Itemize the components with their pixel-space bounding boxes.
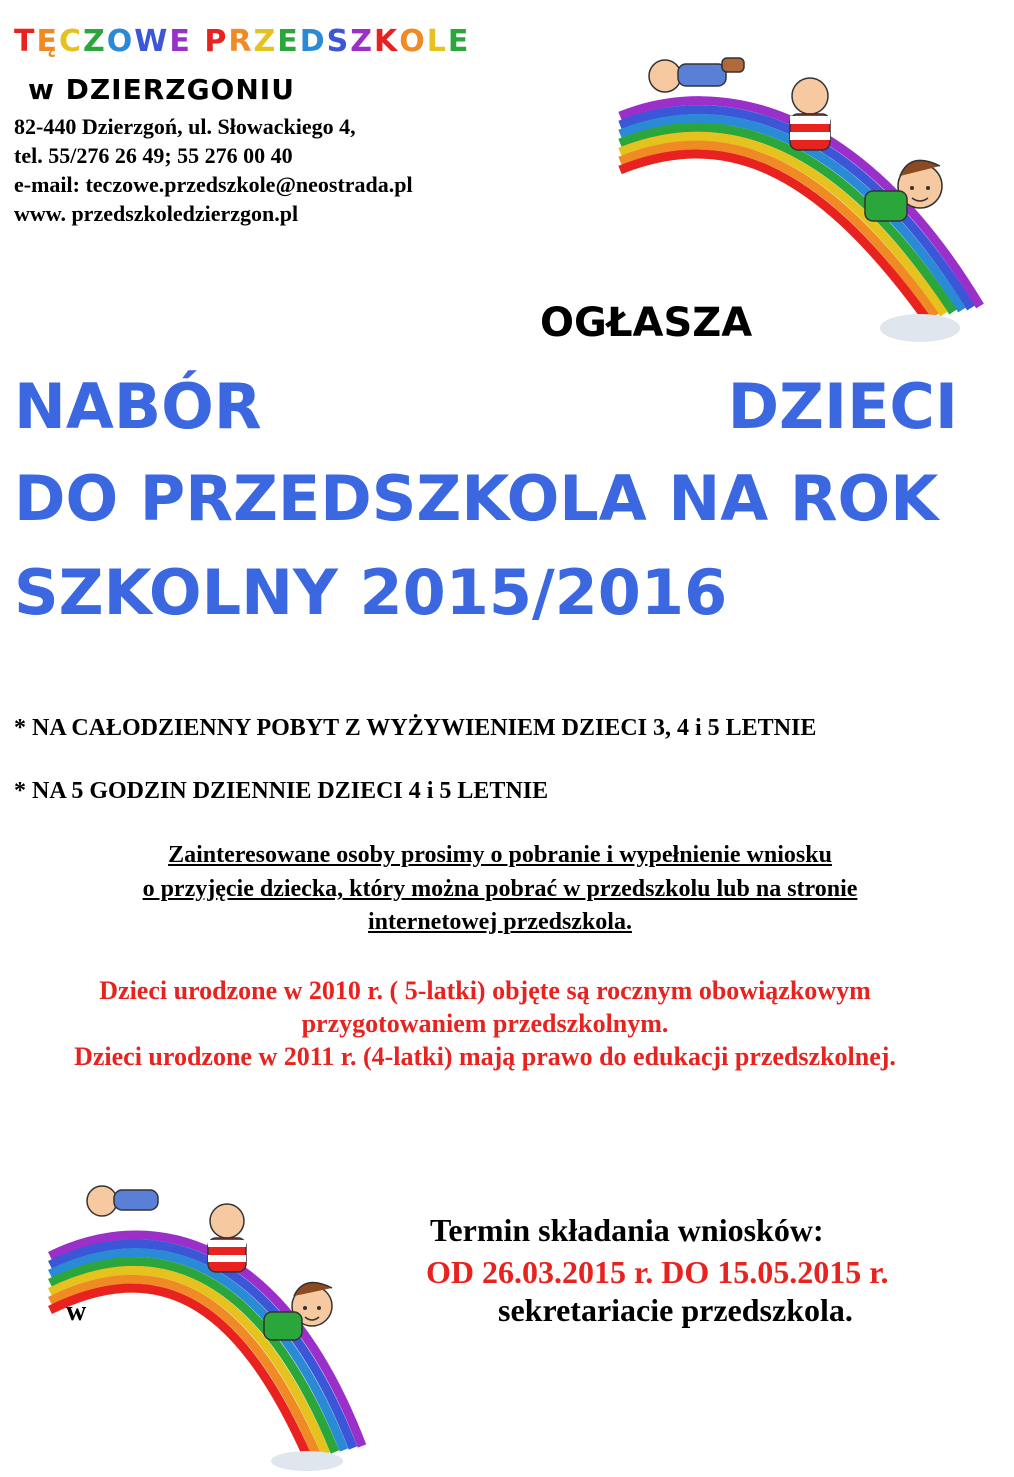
red-note-line-3: Dzieci urodzone w 2011 r. (4-latki) mają prawo do edukacji przedszkolnej. — [74, 1042, 896, 1071]
school-name-letter: Z — [253, 24, 278, 59]
deadline-place: sekretariacie przedszkola. — [498, 1292, 853, 1328]
school-address: 82-440 Dzierzgoń, ul. Słowackiego 4, — [14, 114, 356, 139]
deadline-title: Termin składania wniosków: — [430, 1212, 824, 1248]
school-name-letter: P — [204, 24, 229, 59]
rainbow-slide-illustration-bottom — [42, 1166, 402, 1471]
school-name-letter: E — [169, 24, 192, 59]
school-name-letter: O — [399, 24, 427, 59]
school-name-letter: C — [58, 24, 83, 59]
deadline-dates: OD 26.03.2015 r. DO 15.05.2015 r. — [426, 1254, 889, 1290]
school-name-letter: D — [299, 24, 327, 59]
school-name-letter: E — [277, 24, 300, 59]
school-phone: tel. 55/276 26 49; 55 276 00 40 — [14, 143, 293, 168]
school-name-letter: W — [134, 24, 170, 59]
red-note-line-2: przygotowaniem przedszkolnym. — [301, 1009, 669, 1038]
info-line-3: internetowej przedszkola. — [368, 909, 632, 935]
school-name-letter — [192, 24, 204, 59]
school-name-letter: S — [326, 24, 351, 59]
deadline-preposition: w — [66, 1296, 87, 1327]
info-line-2: o przyjęcie dziecka, który można pobrać w przedszkolu lub na stronie — [142, 876, 858, 902]
school-name-letter: Z — [83, 24, 107, 59]
school-name-letter: R — [228, 24, 254, 59]
headline-line-2: DO PRZEDSZKOLA NA ROK — [14, 462, 939, 535]
school-email: e-mail: teczowe.przedszkole@neostrada.pl — [14, 172, 413, 197]
announces-heading: OGŁASZA — [540, 300, 753, 346]
school-name-letter: E — [447, 24, 471, 59]
school-name-letter: L — [426, 24, 448, 59]
bullet-five-hours: * NA 5 GODZIN DZIENNIE DZIECI 4 i 5 LETNIE — [14, 778, 549, 804]
school-name-letter: Z — [350, 24, 374, 59]
red-note-line-1: Dzieci urodzone w 2010 r. ( 5-latki) objęte są rocznym obowiązkowym — [99, 976, 871, 1005]
headline-line-3: SZKOLNY 2015/2016 — [14, 556, 728, 629]
headline-word-dzieci: DZIECI — [727, 370, 958, 443]
info-line-1: Zainteresowane osoby prosimy o pobranie i wypełnienie wniosku — [168, 842, 832, 868]
school-name-letter: K — [373, 24, 400, 59]
headline-line-1 — [14, 370, 958, 443]
headline-word-nabor: NABÓR — [14, 370, 262, 443]
school-name-letter: O — [106, 24, 135, 59]
school-city: w DZIERZGONIU — [28, 73, 295, 106]
school-name-letter: T — [14, 24, 37, 59]
school-name-letter: Ę — [36, 24, 59, 59]
school-website: www. przedszkoledzierzgon.pl — [14, 201, 299, 226]
bullet-full-day: * NA CAŁODZIENNY POBYT Z WYŻYWIENIEM DZIECI 3, 4 i 5 LETNIE — [14, 715, 817, 741]
school-name — [14, 24, 470, 59]
